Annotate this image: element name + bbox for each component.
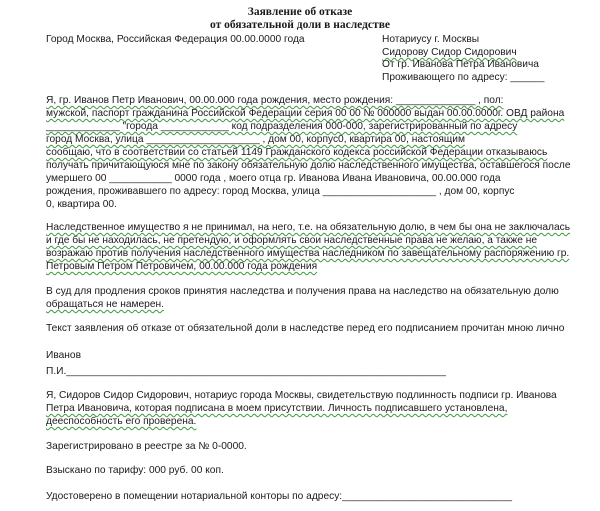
paragraph-line: город Москва, улица ____________________ , дом 00, корпус0, квартира 00, настоящим: [46, 134, 465, 145]
addressee-line: Сидорову Сидор Сидорович: [382, 47, 517, 58]
signature-line: П.И.___________________________________________________________________: [46, 366, 446, 377]
fee-entry: Взыскано по тарифу: 000 руб. 00 коп.: [46, 465, 224, 476]
paragraph-line: получать причитающуюся мне по закону обязательную долю наследственного имущества, оставшегося после: [46, 160, 571, 171]
paragraph-line: Наследственное имущество я не принимал, на него, т.е. на обязательную долю, в чем бы она не заключалась: [46, 222, 571, 233]
document-title-line1: Заявление об отказе: [247, 6, 353, 18]
paragraph-read-confirmation: Текст заявления об отказе от обязательной доли в наследстве перед его подписанием прочитан мною лично: [46, 323, 565, 334]
place-date: Город Москва, Российская Федерация 00.00.0000 года: [46, 34, 305, 45]
addressee-line: От гр. Иванова Петра Ивановича: [382, 59, 539, 70]
paragraph-line: обращаться не намерен.: [46, 299, 164, 310]
paragraph-line: умершего 00 ___________ 0000 года , моего отца гр. Иванова Ивана Ивановича, 00.00.000 года: [46, 173, 501, 184]
paragraph-line: _____________ "города ____________ код подразделения 000-000, зарегистрированный по адресу: [46, 121, 518, 132]
certification-entry: Удостоверено в помещении нотариальной конторы по адресу:______________________________: [46, 491, 513, 502]
paragraph-line: мужской, паспорт гражданина Российской Федерации серия 00 00 № 000000 выдан 00.00.0000г. ОВД района: [46, 108, 565, 119]
paragraph-line: дееспособность его проверена.: [46, 416, 197, 427]
addressee-line: Нотариусу г. Москвы: [382, 34, 480, 45]
paragraph-line: Я, Сидоров Сидор Сидорович, нотариус города Москвы, свидетельствую подлинность подписи гр. Иванова: [46, 390, 557, 401]
paragraph-line: Я, гр. Иванов Петр Иванович, 00.00.000 года рождения, место рождения: ______________ , пол:: [46, 95, 504, 106]
paragraph-line: В суд для продления сроков принятия наследства и получения права на наследство на обязательную долю: [46, 286, 559, 297]
addressee-line: Проживающего по адресу: ______: [382, 72, 545, 83]
signature-name: Иванов: [46, 350, 81, 361]
paragraph-line: возражаю против получения наследственного имущества наследником по завещательному распоряжению гр.: [46, 248, 570, 259]
paragraph-line: Петровым Петром Петровичем, 00.00.000 года рождения: [46, 261, 318, 272]
registry-entry: Зарегистрировано в реестре за № 0-0000.: [46, 441, 247, 452]
paragraph-line: 0, квартира 00.: [46, 199, 117, 210]
paragraph-line: и где бы не находилась, не претендую, и оформлять свои наследственные права не желаю, а также не: [46, 235, 538, 246]
document-title-line2: от обязательной доли в наследстве: [209, 19, 391, 31]
paragraph-line: сообщаю, что в соответствии со статьей 1149 Гражданского кодекса российской Федерации отказываюсь: [46, 147, 548, 158]
paragraph-line: рождения, проживавшего по адресу: город Москва, улица ____________________ , дом 00, корпус: [46, 186, 515, 197]
paragraph-line: Петра Ивановича, которая подписана в моем присутствии. Личность подписавшего установлена,: [46, 403, 508, 414]
